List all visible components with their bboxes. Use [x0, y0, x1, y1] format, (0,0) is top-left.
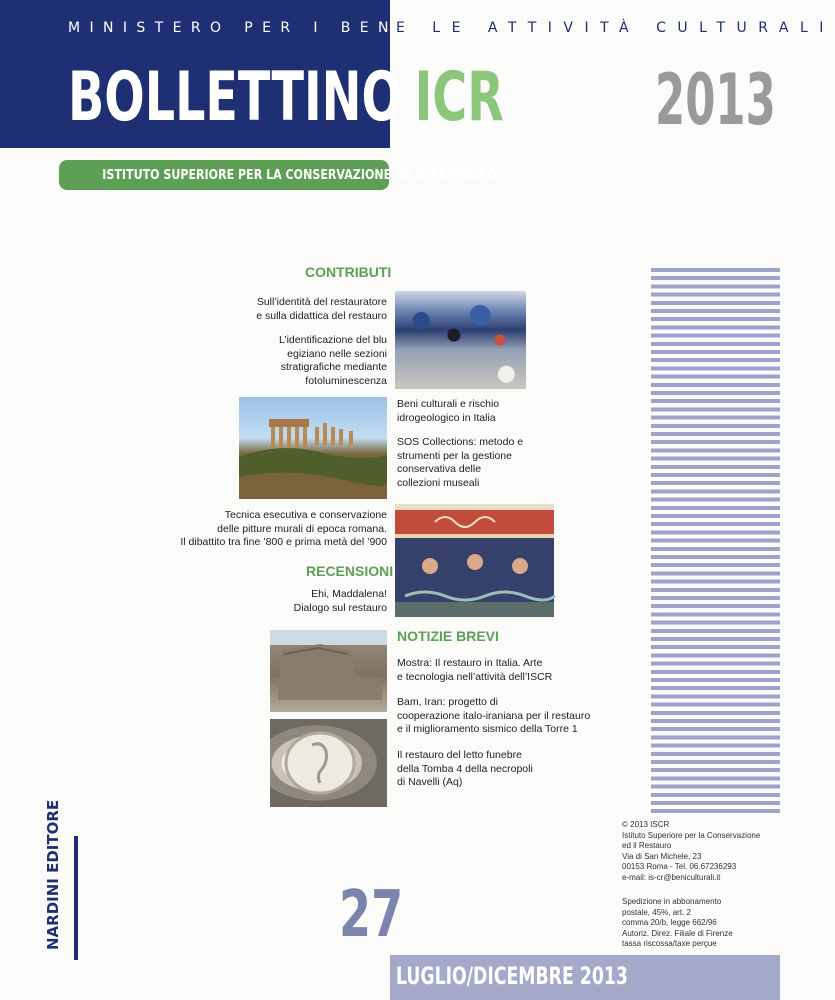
contributi-item: L’identificazione del blu egiziano nelle sezioni stratigrafiche mediante fotoluminescenza [279, 334, 387, 387]
notizie-item: Il restauro del letto funebre della Tomba 4 della necropoli di Navelli (Aq) [397, 749, 533, 788]
journal-title-accent: ICR [414, 58, 504, 137]
ministry-name-right: E LE ATTIVITÀ CULTURALI [396, 20, 835, 36]
notizie-item: Mostra: Il restauro in Italia. Arte e tecnologia nell’attività dell’ISCR [397, 657, 553, 683]
image-funerary-bed-detail [270, 719, 387, 807]
image-temple-ruins [239, 397, 387, 499]
ministry-name-left: MINISTERO PER I BENI [68, 20, 412, 36]
cameo-illustration [270, 719, 387, 807]
contributi-item: Tecnica esecutiva e conservazione delle pitture murali di epoca romana. Il dibattito tra fine ’800 e prima metà del ’900 [180, 509, 387, 548]
postal-info: Spedizione in abbonamento postale, 45%, art. 2 comma 20/b, legge 662/96 Autoriz. Direz. Filiale di Firenze tassa riscossa/taxe perçue [622, 897, 733, 949]
journal-title [68, 58, 504, 138]
contributi-item: Sull’identità del restauratore e sulla didattica del restauro [256, 296, 387, 322]
fresco-illustration [395, 504, 554, 617]
contributi-item: SOS Collections: metodo e strumenti per la gestione conservativa delle collezioni museali [397, 436, 524, 489]
institute-subtitle-pill [59, 160, 497, 190]
publisher-name: NARDINI EDITORE [44, 799, 62, 950]
contributi-item: Beni culturali e rischio idrogeologico in Italia [397, 398, 500, 424]
section-heading-notizie-brevi: NOTIZIE BREVI [397, 628, 499, 644]
institute-subtitle: ISTITUTO SUPERIORE PER LA CONSERVAZIONE ED IL RESTAURO [102, 167, 497, 183]
publisher-rule [74, 836, 78, 960]
notizie-item: Bam, Iran: progetto di cooperazione italo-iraniana per il restauro e il miglioramento sismico della Torre 1 [397, 696, 591, 735]
issue-number: 27 [339, 878, 404, 952]
decorative-stripes [651, 268, 780, 814]
image-bam-citadel [270, 630, 387, 712]
issue-period: LUGLIO/DICEMBRE 2013 [396, 962, 628, 990]
section-heading-recensioni: RECENSIONI [306, 563, 394, 579]
recensioni-item: Ehi, Maddalena! Dialogo sul restauro [293, 588, 387, 614]
year-label: 2013 [655, 59, 776, 141]
image-roman-fresco [395, 504, 554, 617]
image-stratigraphic-section [395, 291, 526, 389]
journal-title-main: BOLLETTINO [68, 58, 402, 137]
citadel-illustration [270, 630, 387, 712]
section-heading-contributi: CONTRIBUTI [305, 264, 392, 280]
temple-illustration [239, 397, 387, 499]
copyright-info: © 2013 ISCR Istituto Superiore per la Conservazione ed il Restauro Via di San Michele, 23 00153 Roma - Tel. 06.67236293 e-mail: is-cr@beniculturali.it [622, 820, 761, 882]
